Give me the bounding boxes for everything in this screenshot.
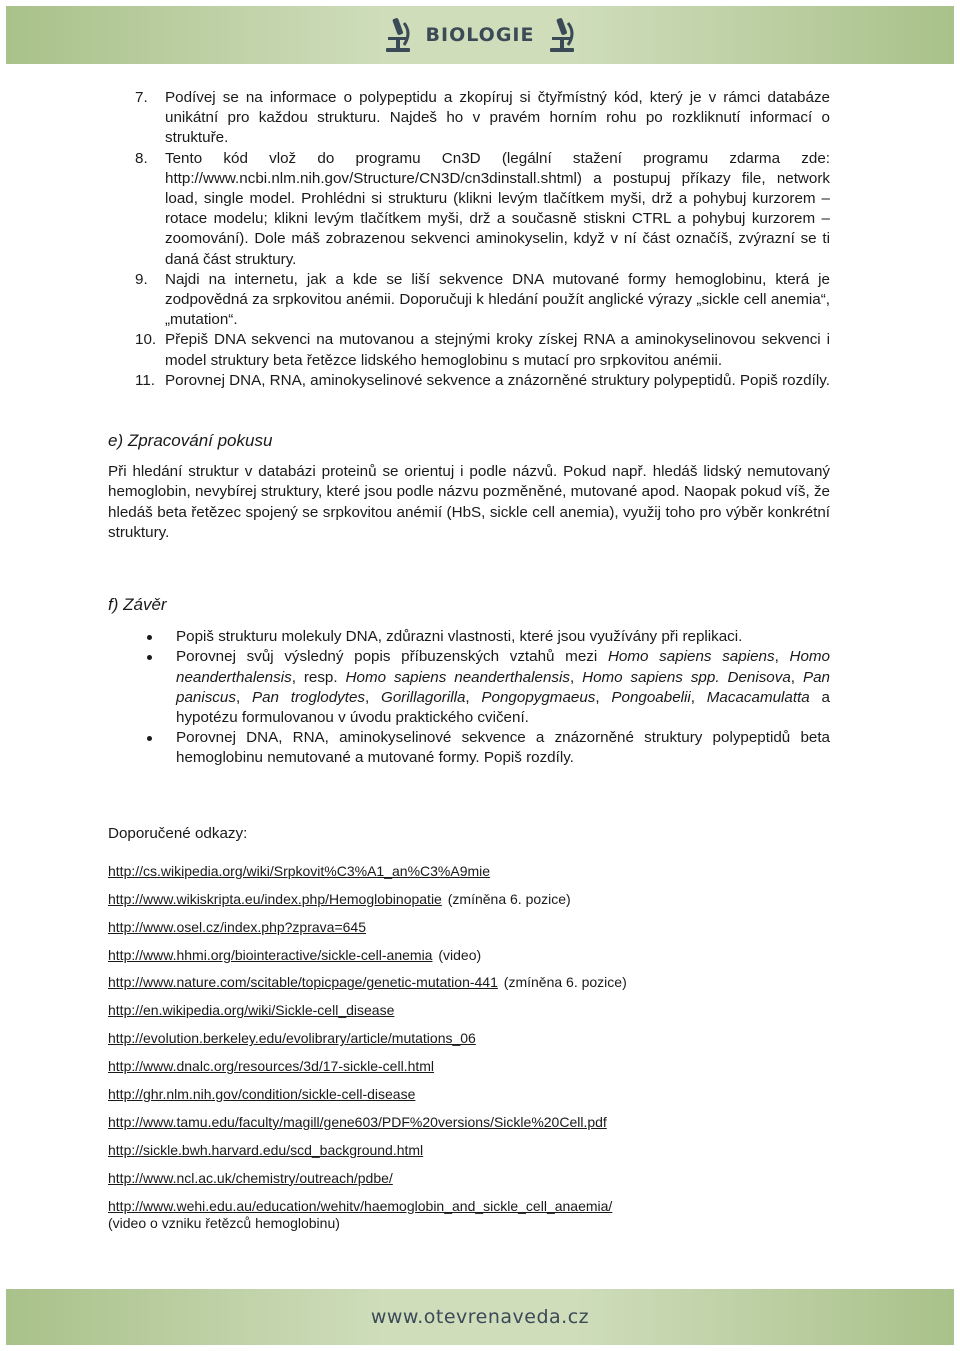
link-row — [108, 890, 830, 918]
conclusion-text: , — [365, 688, 381, 706]
reference-link[interactable]: http://cs.wikipedia.org/wiki/Srpkovit%C3%A1_an%C3%A9mie — [108, 862, 491, 879]
microscope-icon — [546, 15, 578, 55]
step-text: Tento kód vlož do programu Cn3D (legální stažení programu zdarma zde: http://www.ncbi.nlm.nih.gov/Structure/CN3D/cn3dinstall.shtml) a postupuj příkazy file, network load, single model. Prohlédni si strukturu (klikni levým tlačítkem myši, drž a pohybuj kurzorem – rotace modelu; klikni levým tlačítkem myši, drž a současně stiskni CTRL a pohybuj kurzorem – zoomování). Dole máš zobrazenou sekvenci aminokyselin, když v ní část označíš, zvýrazní se ti daná část struktury. — [165, 149, 830, 268]
species-name: Macacamulatta — [706, 688, 810, 706]
species-name: Pongopygmaeus — [481, 688, 596, 706]
species-name: Pan paniscus — [176, 668, 830, 706]
conclusion-item — [176, 627, 830, 647]
link-row — [108, 1141, 830, 1169]
link-row — [108, 1057, 830, 1085]
footer-url[interactable]: www.otevrenaveda.cz — [370, 1306, 590, 1328]
conclusion-item — [176, 647, 830, 728]
link-row — [108, 862, 830, 890]
link-row — [108, 1085, 830, 1113]
bullet-icon — [147, 635, 152, 640]
links-list — [108, 862, 830, 1225]
conclusion-text: Porovnej svůj výsledný popis příbuzenských vztahů mezi — [176, 648, 608, 666]
species-name: Homo sapiens spp. Denisova — [582, 668, 791, 686]
reference-link[interactable]: http://sickle.bwh.harvard.edu/scd_background.html — [108, 1141, 424, 1158]
reference-link[interactable]: http://www.dnalc.org/resources/3d/17-sickle-cell.html — [108, 1058, 435, 1075]
procedure-steps — [108, 88, 830, 391]
link-note: (zmíněna 6. pozice) — [499, 974, 627, 991]
conclusion-text: , resp. — [291, 668, 346, 686]
step-number: 8. — [135, 149, 148, 167]
link-row — [108, 1029, 830, 1057]
step-9 — [135, 270, 830, 331]
conclusion-text: , — [690, 688, 707, 706]
link-row — [108, 946, 830, 974]
conclusion-text: , — [235, 688, 252, 706]
species-name: Gorillagorilla — [381, 688, 466, 706]
bullet-icon — [147, 655, 152, 660]
step-number: 10. — [135, 331, 157, 349]
step-number: 7. — [135, 89, 148, 106]
reference-link[interactable]: http://www.wehi.edu.au/education/wehitv/haemoglobin_and_sickle_cell_anaemia/ — [108, 1197, 613, 1214]
species-name: Homo sapiens sapiens — [607, 648, 775, 666]
footer-banner — [6, 1289, 954, 1345]
conclusion-text: , — [774, 648, 790, 666]
species-name: Pan troglodytes — [251, 688, 366, 706]
step-number: 9. — [135, 270, 148, 288]
step-8 — [135, 149, 830, 270]
species-name: Homo sapiens neanderthalensis — [345, 668, 570, 686]
section-f-heading: f) Závěr — [108, 595, 167, 615]
conclusion-text: , — [595, 688, 612, 706]
conclusion-text: , — [790, 668, 803, 686]
link-row — [108, 1001, 830, 1029]
document-body — [108, 88, 830, 1232]
conclusion-text: , — [569, 668, 583, 686]
conclusion-text: , — [465, 688, 482, 706]
reference-link[interactable]: http://en.wikipedia.org/wiki/Sickle-cell_disease — [108, 1002, 395, 1019]
reference-link[interactable]: http://www.wikiskripta.eu/index.php/Hemoglobinopatie — [108, 890, 442, 907]
link-note: (zmíněna 6. pozice) — [443, 890, 571, 907]
step-11 — [135, 371, 830, 391]
microscope-icon — [382, 15, 414, 55]
video-note: (video o vzniku řetězců hemoglobinu) — [108, 1215, 340, 1232]
conclusion-text: Porovnej DNA, RNA, aminokyselinové sekvence a znázorněné struktury polypeptidů beta hemoglobinu nemutované a mutované formy. Popiš rozdíly. — [176, 729, 830, 767]
reference-link[interactable]: http://www.ncl.ac.uk/chemistry/outreach/pdbe/ — [108, 1169, 393, 1186]
conclusion-list — [108, 627, 830, 768]
step-text: Porovnej DNA, RNA, aminokyselinové sekvence a znázorněné struktury polypeptidů. Popiš rozdíly. — [165, 371, 830, 389]
conclusion-item — [176, 728, 830, 768]
header-title: BIOLOGIE — [425, 24, 535, 46]
conclusion-text: a hypotézu formulovanou v úvodu praktického cvičení. — [176, 688, 830, 727]
link-row — [108, 918, 830, 946]
reference-link[interactable]: http://www.hhmi.org/biointeractive/sickle-cell-anemia — [108, 946, 433, 963]
bullet-icon — [147, 736, 152, 741]
header-banner — [6, 6, 954, 64]
reference-link[interactable]: http://www.nature.com/scitable/topicpage/genetic-mutation-441 — [108, 974, 498, 991]
reference-link[interactable]: http://www.osel.cz/index.php?zprava=645 — [108, 918, 366, 935]
species-name: Pongoabelii — [611, 688, 691, 706]
step-7 — [135, 88, 830, 149]
links-title: Doporučené odkazy: — [108, 824, 248, 842]
step-number: 11. — [135, 371, 155, 389]
link-note: (video) — [434, 946, 482, 963]
section-e-paragraph: Při hledání struktur v databázi proteinů se orientuj i podle názvů. Pokud např. hledáš lidský nemutovaný hemoglobin, nevybírej struktury, které jsou podle názvu pozměněné, mutované apod. Naopak pokud víš, že hledáš beta řetězec spojený se srpkovitou anémií (HbS, sickle cell anemia), využij toho pro výběr konkrétní struktury. — [108, 463, 830, 541]
reference-link[interactable]: http://www.tamu.edu/faculty/magill/gene603/PDF%20versions/Sickle%20Cell.pdf — [108, 1113, 607, 1130]
reference-link[interactable]: http://ghr.nlm.nih.gov/condition/sickle-cell-disease — [108, 1086, 416, 1103]
link-row — [108, 1113, 830, 1141]
step-text: Najdi na internetu, jak a kde se liší sekvence DNA mutované formy hemoglobinu, která je zodpovědná za srpkovitou anémii. Doporučuji k hledání použít anglické výrazy „sickle cell anemia“, „mutation“. — [165, 270, 830, 329]
step-10 — [135, 330, 830, 370]
section-e-heading: e) Zpracování pokusu — [108, 431, 273, 451]
link-row — [108, 1169, 830, 1197]
link-row — [108, 973, 830, 1001]
species-name: Homo neanderthalensis — [176, 648, 830, 686]
step-text: Přepiš DNA sekvenci na mutovanou a stejnými kroky získej RNA a aminokyselinovou sekvenci i model struktury beta řetězce lidského hemoglobinu s mutací pro srpkovitou anémii. — [165, 331, 830, 369]
step-text: Podívej se na informace o polypeptidu a zkopíruj si čtyřmístný kód, který je v rámci databáze unikátní pro každou strukturu. Najdeš ho v pravém horním rohu po rozkliknutí informací o struktuře. — [165, 89, 830, 147]
reference-link[interactable]: http://evolution.berkeley.edu/evolibrary/article/mutations_06 — [108, 1030, 476, 1047]
conclusion-text: Popiš strukturu molekuly DNA, zdůrazni vlastnosti, které jsou využívány při replikaci. — [176, 628, 743, 646]
